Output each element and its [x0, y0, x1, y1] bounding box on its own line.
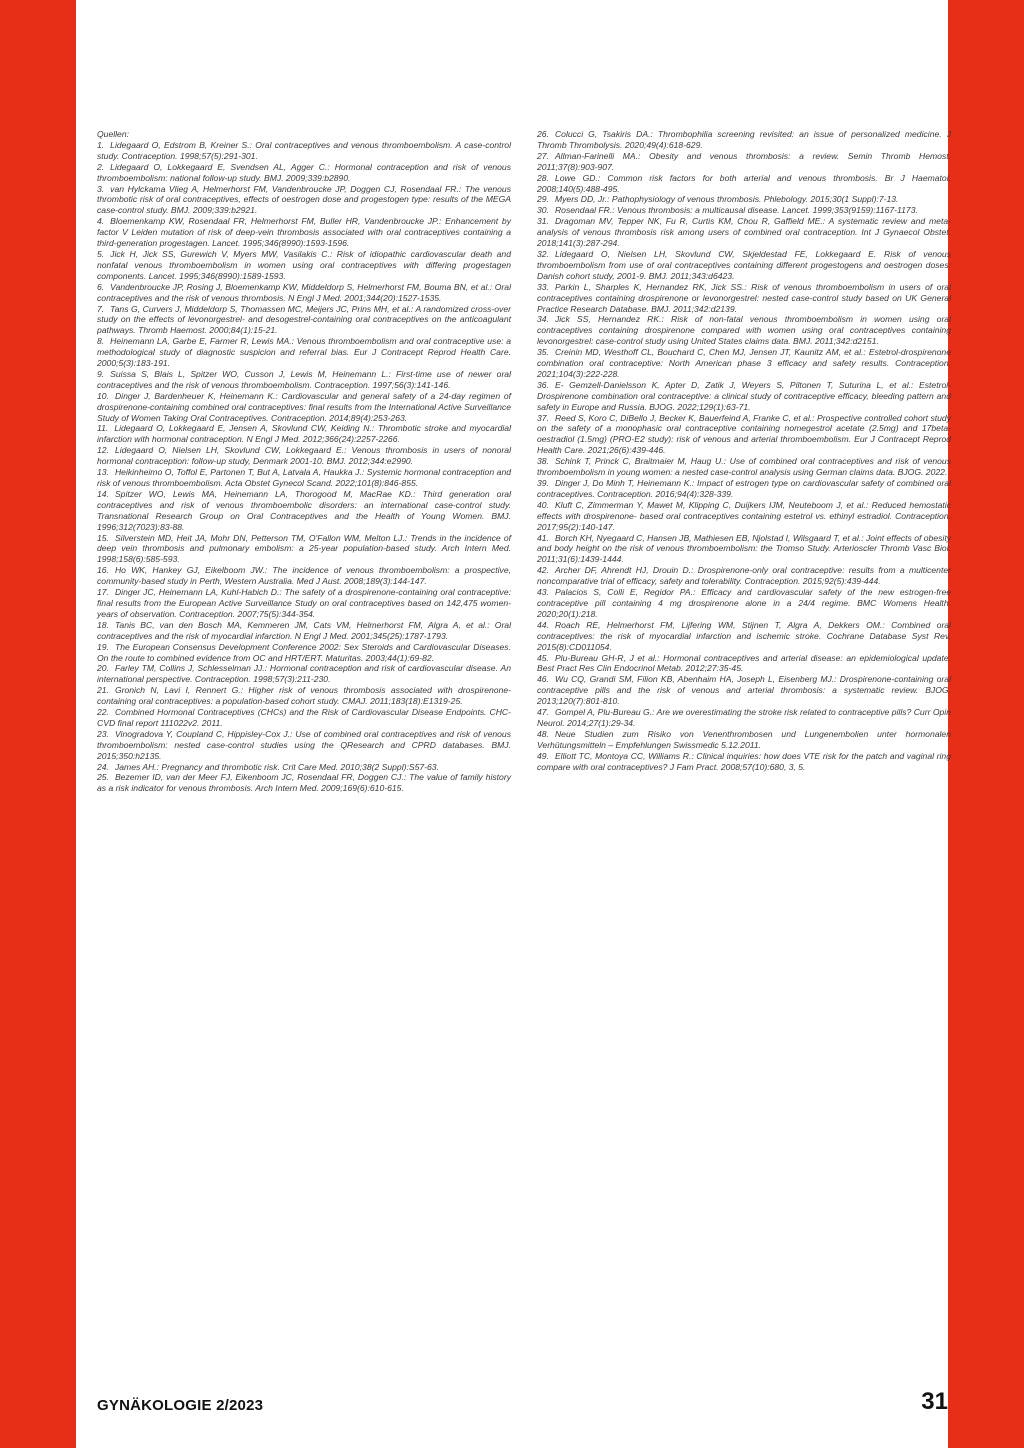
reference-item	[537, 151, 951, 173]
reference-number: 38.	[537, 456, 549, 467]
reference-text: Ho WK, Hankey GJ, Eikelboom JW.: The incidence of venous thromboembolism: a prospective, community-based study in Perth, Western Australia. Med J Aust. 2008;189(3):144-147.	[97, 565, 511, 587]
reference-number: 13.	[97, 467, 109, 478]
reference-item	[97, 304, 511, 337]
reference-text: Silverstein MD, Heit JA, Mohr DN, Petterson TM, O'Fallon WM, Melton LJ.: Trends in the incidence of deep vein thrombosis and pulmonary embolism: a 25-year population-based study. Arch Intern Med. 1998;158(6):585-593.	[97, 532, 511, 565]
reference-number: 12.	[97, 445, 109, 456]
reference-number: 37.	[537, 412, 549, 423]
reference-item	[537, 173, 951, 195]
reference-number: 44.	[537, 619, 549, 630]
reference-item	[97, 184, 511, 217]
reference-number: 31.	[537, 216, 549, 227]
reference-item	[537, 707, 951, 729]
reference-number: 24.	[97, 761, 109, 772]
reference-number: 32.	[537, 248, 549, 259]
reference-item	[537, 205, 951, 216]
reference-text: Palacios S, Colli E, Regidor PA.: Efficacy and cardiovascular safety of the new estrogen-free contraceptive pill containing 4 mg drospirenone alone in a 24/4 regime. BMC Womens Health. 2020;20(1):218.	[537, 587, 951, 619]
reference-item	[537, 314, 951, 347]
reference-text: James AH.: Pregnancy and thrombotic risk. Crit Care Med. 2010;38(2 Suppl):S57-63.	[114, 761, 439, 772]
reference-number: 22.	[97, 707, 109, 718]
reference-text: Gompel A, Plu-Bureau G.: Are we overestimating the stroke risk related to contraceptive pills? Curr Opin Neurol. 2014;27(1):29-34.	[537, 707, 951, 728]
reference-text: Tanis BC, van den Bosch MA, Kemmeren JM, Cats VM, Helmerhorst FM, Algra A, et al.: Oral contraceptives and the risk of myocardial infarction. N Engl J Med. 2001;345(25):1787-1793.	[97, 619, 511, 641]
reference-number: 19.	[97, 641, 109, 652]
reference-text: Lidegaard O, Lokkegaard E, Svendsen AL, Agger C.: Hormonal contraception and risk of venous thromboembolism: national follow-up study. BMJ. 2009;339:b2890.	[97, 161, 511, 183]
reference-text: Neue Studien zum Risiko von Venenthrombosen und Lungenembolien unter hormonalen Verhütungsmitteln – Empfehlungen Swissmedic 5.12.2011.	[537, 728, 951, 750]
reference-number: 49.	[537, 750, 549, 761]
reference-text: Dinger JC, Heinemann LA, Kuhl-Habich D.: The safety of a drospirenone-containing oral contraceptive: final results from the European Active Surveillance Study on oral contraceptives based on 142,475 women-years of observation. Contraception. 2007;75(5):344-354.	[97, 587, 511, 619]
journal-issue-label: GYNÄKOLOGIE 2/2023	[97, 1397, 264, 1414]
reference-item	[97, 587, 511, 620]
reference-item	[97, 729, 511, 762]
reference-number: 8.	[97, 336, 105, 347]
reference-number: 20.	[97, 663, 109, 674]
reference-number: 33.	[537, 281, 549, 292]
reference-item	[537, 413, 951, 457]
reference-text: Plu-Bureau GH-R, J et al.: Hormonal contraceptives and arterial disease: an epidemiological update. Best Pract Res Clin Endocrinol Metab. 2012;27:35-45.	[537, 652, 951, 674]
reference-number: 15.	[97, 532, 109, 543]
reference-item	[537, 456, 951, 478]
reference-item	[537, 216, 951, 249]
reference-number: 30.	[537, 205, 549, 216]
reference-number: 36.	[537, 379, 549, 390]
reference-item	[97, 489, 511, 533]
reference-item	[537, 194, 951, 205]
reference-item	[97, 336, 511, 369]
reference-text: Gronich N, Lavi I, Rennert G.: Higher risk of venous thrombosis associated with drospirenone-containing oral contraceptives: a population-based cohort study. CMAJ. 2011;183(18):E1319-25.	[97, 685, 511, 707]
reference-number: 45.	[537, 652, 549, 663]
reference-text: Allman-Farinelli MA.: Obesity and venous thrombosis: a review. Semin Thromb Hemost. 2011;37(8):903-907.	[537, 150, 951, 172]
reference-number: 41.	[537, 532, 549, 543]
reference-number: 47.	[537, 707, 549, 718]
reference-number: 10.	[97, 390, 109, 401]
reference-item	[537, 249, 951, 282]
reference-number: 16.	[97, 565, 109, 576]
reference-text: Kluft C, Zimmerman Y, Mawet M, Klipping C, Duijkers IJM, Neuteboom J, et al.: Reduced hemostatic effects with drospirenone- based oral contraceptives containing estetrol vs. ethinyl estradiol. Contraception. 2017;95(2):140-147.	[537, 499, 951, 532]
reference-text: Elliott TC, Montoya CC, Williams R.: Clinical inquiries: how does VTE risk for the patch and vaginal ring compare with oral contraceptives? J Fam Pract. 2008;57(10):680, 3, 5.	[537, 750, 951, 772]
reference-text: Vinogradova Y, Coupland C, Hippisley-Cox J.: Use of combined oral contraceptives and risk of venous thromboembolism: nested case-control studies using the QResearch and CPRD databases. BMJ. 2015;350:h2135.	[97, 728, 511, 761]
reference-number: 34.	[537, 314, 549, 325]
reference-item	[537, 729, 951, 751]
reference-text: Suissa S, Blais L, Spitzer WO, Cusson J, Lewis M, Heinemann L.: First-time use of newer oral contraceptives and the risk of venous thromboembolism. Contraception. 1997;56(3):141-146.	[97, 368, 511, 390]
reference-item	[537, 751, 951, 773]
reference-text: Colucci G, Tsakiris DA.: Thrombophilia screening revisited: an issue of personalized medicine. J Thromb Thrombolysis. 2020;49(4):618-629.	[537, 129, 951, 150]
reference-text: Schink T, Princk C, Braitmaier M, Haug U.: Use of combined oral contraceptives and risk of venous thromboembolism in young women: a nested case-control analysis using German claims data. BJOG. 2022.	[537, 456, 951, 478]
reference-item	[537, 380, 951, 413]
reference-text: E- Gemzell-Danielsson K, Apter D, Zatik J, Weyers S, Piltonen T, Suturina L, et al.: Estetrol-Drospirenone combination oral contraceptive: a clinical study of contraceptive efficacy, bleeding pattern and safety in Europe and Russia. BJOG. 2022;129(1):63-71.	[537, 379, 951, 412]
reference-item	[537, 653, 951, 675]
reference-text: Lowe GD.: Common risk factors for both arterial and venous thrombosis. Br J Haematol. 2008;140(5):488-495.	[537, 172, 951, 194]
reference-text: Spitzer WO, Lewis MA, Heinemann LA, Thorogood M, MacRae KD.: Third generation oral contraceptives and risk of venous thromboembolic disorders: an international case-control study. Transnational Research Group on Oral Contraceptives and the Health of Young Women. BMJ. 1996;312(7023):83-88.	[97, 488, 511, 532]
reference-item	[97, 391, 511, 424]
reference-text: Lidegaard O, Nielsen LH, Skovlund CW, Skjeldestad FE, Lokkegaard E. Risk of venous thromboembolism from use of oral contraceptives containing different progestogens and oestrogen doses: Danish cohort study, 2001-9. BMJ. 2011;343:d6423.	[537, 248, 951, 281]
reference-number: 1.	[97, 139, 105, 150]
reference-text: Creinin MD, Westhoff CL, Bouchard C, Chen MJ, Jensen JT, Kaunitz AM, et al.: Estetrol-drospirenone combination oral contraceptive: North American phase 3 efficacy and safety results. Contraception. 2021;104(3):222-228.	[537, 347, 951, 379]
reference-number: 46.	[537, 674, 549, 685]
reference-number: 28.	[537, 172, 549, 183]
reference-text: Tans G, Curvers J, Middeldorp S, Thomassen MC, Meijers JC, Prins MH, et al.: A randomized cross-over study on the effects of levonorgestrel- and desogestrel-containing oral contraceptives on the anticoagulant pathways. Thromb Haemost. 2000;84(1):15-21.	[97, 303, 511, 336]
reference-item	[97, 467, 511, 489]
reference-item	[97, 282, 511, 304]
reference-number: 42.	[537, 565, 549, 576]
reference-number: 6.	[97, 281, 105, 292]
reference-item	[97, 140, 511, 162]
reference-number: 11.	[97, 423, 109, 434]
reference-item	[97, 565, 511, 587]
reference-number: 48.	[537, 728, 549, 739]
reference-text: Lidegaard O, Edstrom B, Kreiner S.: Oral contraceptives and venous thromboembolism. A case-control study. Contraception. 1998;57(5):291-301.	[97, 139, 511, 161]
reference-item	[97, 707, 511, 729]
references-column-right	[537, 129, 951, 772]
reference-number: 29.	[537, 194, 549, 205]
reference-text: Lidegaard O, Nielsen LH, Skovlund CW, Lokkegaard E.: Venous thrombosis in users of nonoral hormonal contraception: follow-up study, Denmark 2001-10. BMJ. 2012;344:e2990.	[97, 445, 511, 467]
reference-item	[97, 772, 511, 794]
reference-number: 27.	[537, 150, 549, 161]
reference-text: Dinger J, Bardenheuer K, Heinemann K.: Cardiovascular and general safety of a 24-day regimen of drospirenone-containing combined oral contraceptives: final results from the International Active Surveillance Study of Women Taking Oral Contraceptives. Contraception. 2014;89(4):253-263.	[97, 390, 511, 423]
reference-number: 14.	[97, 488, 109, 499]
reference-item	[97, 162, 511, 184]
reference-item	[97, 369, 511, 391]
reference-number: 9.	[97, 368, 105, 379]
reference-item	[537, 347, 951, 380]
reference-text: Lidegaard O, Lokkegaard E, Jensen A, Skovlund CW, Keiding N.: Thrombotic stroke and myocardial infarction with hormonal contraception. N Engl J Med. 2012;366(24):2257-2266.	[97, 423, 511, 445]
reference-text: Dinger J, Do Minh T, Heinemann K.: Impact of estrogen type on cardiovascular safety of combined oral contraceptives. Contraception. 2016;94(4):328-339.	[537, 478, 951, 499]
reference-text: Borch KH, Nyegaard C, Hansen JB, Mathiesen EB, Njolstad I, Wilsgaard T, et al.: Joint effects of obesity and body height on the risk of venous thromboembolism: the Tromso Study. Arterioscler Thromb Vasc Biol. 2011;31(6):1439-1444.	[537, 532, 952, 565]
reference-text: Roach RE, Helmerhorst FM, Lijfering WM, Stijnen T, Algra A, Dekkers OM.: Combined oral contraceptives: the risk of myocardial infarction and ischemic stroke. Cochrane Database Syst Rev. 2015(8):CD011054.	[537, 619, 951, 652]
reference-number: 2.	[97, 161, 105, 172]
reference-item	[537, 500, 951, 533]
reference-number: 4.	[97, 216, 105, 227]
reference-number: 5.	[97, 248, 105, 259]
reference-item	[537, 587, 951, 620]
reference-text: Heinemann LA, Garbe E, Farmer R, Lewis MA.: Venous thromboembolism and oral contraceptive use: a methodological study of diagnostic suspicion and referral bias. Eur J Contracept Reprod Health Care. 2000;5(3):183-191.	[97, 336, 511, 369]
reference-item	[97, 620, 511, 642]
reference-item	[537, 533, 951, 566]
reference-text: Combined Hormonal Contraceptives (CHCs) and the Risk of Cardiovascular Disease Endpoints. CHC-CVD final report 111022v2. 2011.	[97, 707, 511, 728]
reference-text: Rosendaal FR.: Venous thrombosis: a multicausal disease. Lancet. 1999;353(9159):1167-1173.	[554, 205, 918, 216]
reference-item	[537, 565, 951, 587]
reference-text: Jick SS, Hernandez RK.: Risk of non-fatal venous thromboembolism in women using oral contraceptives containing drospirenone compared with women using oral contraceptives containing levonorgestrel: case-control study using United States claims data. BMJ. 2011;342:d2151.	[537, 314, 951, 347]
reference-text: Archer DF, Ahrendt HJ, Drouin D.: Drospirenone-only oral contraceptive: results from a multicenter noncomparative trial of efficacy, safety and tolerability. Contraception. 2015;92(5):439-444.	[537, 565, 951, 587]
reference-item	[97, 423, 511, 445]
reference-number: 35.	[537, 347, 549, 358]
reference-item	[537, 282, 951, 315]
reference-item	[97, 533, 511, 566]
reference-text: Bezemer ID, van der Meer FJ, Eikenboom JC, Rosendaal FR, Doggen CJ.: The value of family history as a risk indicator for venous thrombosis. Arch Intern Med. 2009;169(6):610-615.	[97, 772, 511, 794]
references-column-left	[97, 129, 511, 794]
reference-item	[537, 620, 951, 653]
reference-number: 43.	[537, 587, 549, 598]
reference-number: 18.	[97, 619, 109, 630]
references-heading: Quellen:	[97, 129, 130, 139]
reference-item	[97, 249, 511, 282]
reference-text: Dragoman MV, Tepper NK, Fu R, Curtis KM, Chou R, Gaffield ME.: A systematic review and meta-analysis of venous thrombosis risk among users of combined oral contraception. Int J Gynaecol Obstet. 2018;141(3):287-294.	[537, 216, 951, 249]
reference-number: 26.	[537, 129, 549, 139]
reference-text: Bloemenkamp KW, Rosendaal FR, Helmerhorst FM, Buller HR, Vandenbroucke JP.: Enhancement by factor V Leiden mutation of risk of deep-vein thrombosis associated with oral contraceptives containing a third-generation progestagen. Lancet. 1995;346(8990):1593-1596.	[97, 216, 511, 249]
reference-text: Heikinheimo O, Toffol E, Partonen T, But A, Latvala A, Haukka J.: Systemic hormonal contraception and risk of venous thromboembolism. Acta Obstet Gynecol Scand. 2022;101(8):846-855.	[97, 467, 511, 488]
reference-item	[97, 685, 511, 707]
reference-text: Jick H, Jick SS, Gurewich V, Myers MW, Vasilakis C.: Risk of idiopathic cardiovascular death and nonfatal venous thromboembolism in women using oral contraceptives with differing progestagen components. Lancet. 1995;346(8990):1589-1593.	[97, 248, 511, 281]
reference-item	[537, 674, 951, 707]
reference-text: Farley TM, Collins J, Schlesselman JJ.: Hormonal contraception and risk of cardiovascular disease. An international perspective. Contraception. 1998;57(3):211-230.	[97, 663, 511, 685]
reference-text: Reed S, Koro C, DiBello J, Becker K, Bauerfeind A, Franke C, et al.: Prospective controlled cohort study on the safety of a monophasic oral contraceptive containing nomegestrol acetate (2.5mg) and 17beta-oestradiol (1.5mg) (PRO-E2 study): risk of venous and arterial thromboembolism. Eur J Contracept Reprod Health Care. 2021;26(6):439-446.	[537, 412, 951, 456]
reference-item	[97, 762, 511, 773]
reference-text: Myers DD, Jr.: Pathophysiology of venous thrombosis. Phlebology. 2015;30(1 Suppl):7-13.	[554, 194, 899, 205]
reference-number: 39.	[537, 478, 549, 488]
reference-text: Vandenbroucke JP, Rosing J, Bloemenkamp KW, Middeldorp S, Helmerhorst FM, Bouma BN, et al.: Oral contraceptives and the risk of venous thrombosis. N Engl J Med. 2001;344(20):1527-1535.	[97, 281, 511, 303]
reference-number: 3.	[97, 183, 105, 194]
reference-item	[537, 478, 951, 500]
reference-number: 7.	[97, 303, 105, 314]
reference-number: 17.	[97, 587, 109, 598]
reference-number: 23.	[97, 728, 109, 739]
reference-number: 25.	[97, 772, 109, 783]
reference-item	[97, 445, 511, 467]
reference-text: Wu CQ, Grandi SM, Filion KB, Abenhaim HA, Joseph L, Eisenberg MJ.: Drospirenone-containing oral contraceptive pills and the risk of venous and arterial thrombosis: a systematic review. BJOG. 2013;120(7):801-810.	[537, 674, 951, 707]
reference-item	[97, 642, 511, 664]
reference-text: The European Consensus Development Conference 2002: Sex Steroids and Cardiovascular Diseases. On the route to combined evidence from OC and HRT/ERT. Maturitas. 2003;44(1):69-82.	[97, 641, 511, 663]
reference-item	[537, 129, 951, 151]
reference-number: 21.	[97, 685, 109, 696]
page-number: 31	[921, 1388, 948, 1415]
reference-number: 40.	[537, 499, 549, 510]
reference-item	[97, 663, 511, 685]
reference-item	[97, 216, 511, 249]
reference-text: Parkin L, Sharples K, Hernandez RK, Jick SS.: Risk of venous thromboembolism in users of oral contraceptives containing drospirenone or levonorgestrel: nested case-control study based on UK General Practice Research Database. BMJ. 2011;342:d2139.	[537, 281, 951, 314]
reference-text: van Hylckama Vlieg A, Helmerhorst FM, Vandenbroucke JP, Doggen CJ, Rosendaal FR.: The venous thrombotic risk of oral contraceptives, effects of oestrogen dose and progestogen type: results of the MEGA case-control study. BMJ. 2009;339:b2921.	[97, 183, 511, 216]
